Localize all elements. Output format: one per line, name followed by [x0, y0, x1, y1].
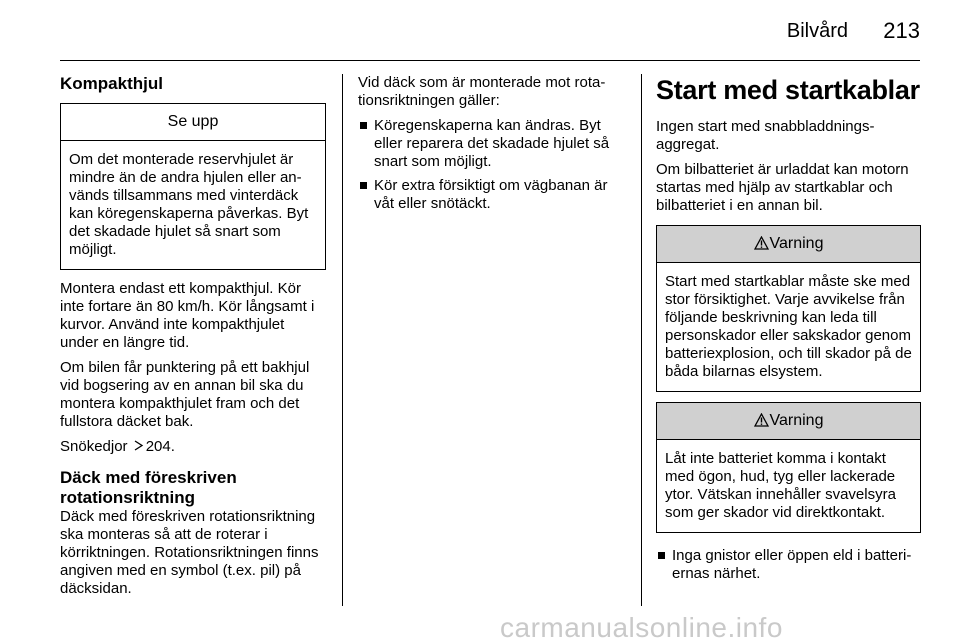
list-item: [656, 547, 921, 583]
square-bullet-icon: [360, 182, 367, 189]
bullet-list: [358, 117, 626, 213]
paragraph: Ingen start med snabbladdningsaggregat.: [656, 118, 875, 153]
warning-box-title: Varning: [769, 235, 824, 252]
section-heading-kompakthjul: Kompakthjul: [60, 74, 163, 93]
section-title: Bilvård: [786, 20, 848, 42]
watermark: carmanualsonline.info: [500, 612, 783, 643]
warning-box-header: [657, 403, 920, 440]
reference-page: 204.: [145, 438, 175, 455]
list-item: [358, 177, 626, 213]
paragraph: Däck med föreskriven rotationsriktning ska monteras så att de roterar i körriktningen. Rotationsriktningen finns angiven med en symbol (t.ex. pil) på däcksidan.: [60, 508, 319, 597]
bullet-list: [656, 547, 921, 583]
cross-reference: [60, 438, 326, 456]
list-item: [358, 117, 626, 171]
square-bullet-icon: [360, 122, 367, 129]
page-number: 213: [883, 18, 920, 43]
caution-box-title: Se upp: [61, 104, 325, 141]
warning-triangle-icon: [754, 228, 769, 264]
paragraph: Vid däck som är monterade mot rotationsriktningen gäller:: [358, 74, 606, 109]
page-header: [60, 0, 920, 61]
warning-box-title: Varning: [769, 412, 824, 429]
reference-arrow-icon: [134, 438, 144, 456]
column-divider: [641, 74, 642, 606]
warning-box: [656, 402, 921, 533]
paragraph: Montera endast ett kompakthjul. Kör inte fortare än 80 km/h. Kör långsamt i kurvor. Använd inte kompakthjulet under en längre tid.: [60, 280, 315, 351]
section-heading-jump-start: Start med startkablar: [656, 75, 920, 105]
paragraph: Om bilen får punktering på ett bakhjul vid bogsering av en annan bil ska du montera kompakthjulet fram och det fullstora däcket bak.: [60, 359, 310, 430]
caution-box-text: Om det monterade reservhjulet är mindre än de andra hjulen eller används tillsammans med vinterdäck kan köregenskaperna påverkas. Byt det skadade hjulet så snart som möjligt.: [69, 151, 309, 258]
column-divider: [342, 74, 343, 606]
square-bullet-icon: [658, 552, 665, 559]
paragraph: Om bilbatteriet är urladdat kan motorn startas med hjälp av startkablar och bilbatteriet i en annan bil.: [656, 161, 909, 214]
warning-box-text: Start med startkablar måste ske med stor försiktighet. Varje avvikelse från följande beskrivning kan leda till personskador eller sakskador genom batteriexplosion, och till skador på de båda bilarnas elsystem.: [665, 273, 912, 380]
caution-box: [60, 103, 326, 270]
warning-triangle-icon: [754, 405, 769, 441]
warning-box: [656, 225, 921, 392]
section-heading-rotation: Däck med föreskriven rotationsriktning: [60, 468, 237, 507]
column-3: [656, 74, 921, 589]
reference-label: Snökedjor: [60, 438, 128, 455]
column-2: [358, 74, 626, 219]
warning-box-header: [657, 226, 920, 263]
warning-box-text: Låt inte batteriet komma i kontakt med ögon, hud, tyg eller lackerade ytor. Vätskan innehåller svavelsyra som ger skador vid direktkontakt.: [665, 450, 896, 521]
list-item-text: Kör extra försiktigt om vägbanan är våt eller snötäckt.: [374, 177, 608, 212]
list-item-text: Inga gnistor eller öppen eld i batteriernas närhet.: [672, 547, 912, 582]
column-1: [60, 74, 326, 605]
list-item-text: Köregenskaperna kan ändras. Byt eller reparera det skadade hjulet så snart som möjligt.: [374, 117, 610, 170]
